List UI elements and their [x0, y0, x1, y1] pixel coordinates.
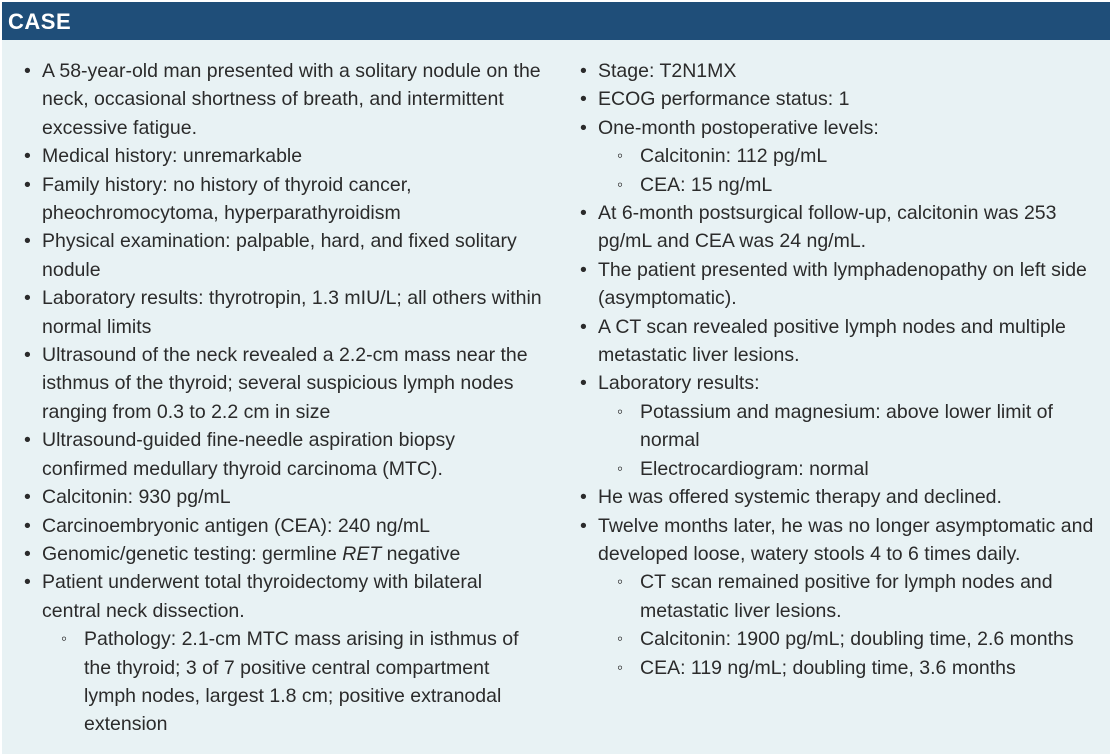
sub-item-ct-positive: ◦ CT scan remained positive for lymph nodes and metastatic liver lesions. — [598, 568, 1105, 625]
sub-item-postop-calcitonin: ◦ Calcitonin: 112 pg/mL — [598, 142, 1105, 170]
list-item-family-history: • Family history: no history of thyroid cancer, pheochromocytoma, hyperparathyroidism — [24, 171, 544, 228]
postop-sub-list — [598, 142, 1105, 199]
list-item-biopsy: • Ultrasound-guided fine-needle aspiration biopsy confirmed medullary thyroid carcinoma (MTC). — [24, 426, 544, 483]
list-item-surgery — [24, 568, 544, 738]
sub-item-potassium: ◦ Potassium and magnesium: above lower limit of normal — [598, 398, 1105, 455]
list-item-lab-results: • Laboratory results: thyrotropin, 1.3 mIU/L; all others within normal limits — [24, 284, 544, 341]
sub-item-calcitonin-1900: ◦ Calcitonin: 1900 pg/mL; doubling time, 2.6 months — [598, 625, 1105, 653]
list-item-medical-history: • Medical history: unremarkable — [24, 142, 544, 170]
list-item-cea: • Carcinoembryonic antigen (CEA): 240 ng/mL — [24, 512, 544, 540]
surgery-sub-list — [42, 625, 544, 739]
sub-item-cea-119: ◦ CEA: 119 ng/mL; doubling time, 3.6 months — [598, 654, 1105, 682]
list-item-followup: • At 6-month postsurgical follow-up, calcitonin was 253 pg/mL and CEA was 24 ng/mL. — [580, 199, 1105, 256]
list-item-lymphadenopathy: • The patient presented with lymphadenopathy on left side (asymptomatic). — [580, 256, 1105, 313]
list-item-stage: • Stage: T2N1MX — [580, 57, 1105, 85]
list-item-genomic-testing — [24, 540, 544, 568]
left-column — [24, 57, 544, 739]
list-item-calcitonin: • Calcitonin: 930 pg/mL — [24, 483, 544, 511]
surgery-text: Patient underwent total thyroidectomy with bilateral central neck dissection. — [42, 571, 483, 622]
list-item-postop — [580, 114, 1105, 199]
list-item-lab-results-2 — [580, 369, 1105, 483]
sub-item-ecg: ◦ Electrocardiogram: normal — [598, 455, 1105, 483]
genomic-prefix: Genomic/genetic testing: germline — [42, 542, 343, 565]
list-item-ultrasound: • Ultrasound of the neck revealed a 2.2-cm mass near the isthmus of the thyroid; several suspicious lymph nodes ranging from 0.3 to 2.2 cm in size — [24, 341, 544, 426]
list-item-presentation: • A 58-year-old man presented with a solitary nodule on the neck, occasional shortness of breath, and intermittent excessive fatigue. — [24, 57, 544, 142]
postop-text: One-month postoperative levels: — [598, 116, 879, 139]
list-item-therapy-declined: • He was offered systemic therapy and declined. — [580, 483, 1105, 511]
twelve-sub-list — [598, 568, 1105, 682]
list-item-physical-exam: • Physical examination: palpable, hard, and fixed solitary nodule — [24, 227, 544, 284]
twelve-text: Twelve months later, he was no longer asymptomatic and developed loose, watery stools 4 to 6 times daily. — [598, 514, 1094, 565]
labs-sub-list — [598, 398, 1105, 483]
case-header: CASE — [2, 2, 1110, 40]
list-item-ct-scan: • A CT scan revealed positive lymph nodes and multiple metastatic liver lesions. — [580, 313, 1105, 370]
genomic-gene: RET — [342, 542, 382, 565]
case-panel — [2, 2, 1110, 754]
sub-item-pathology: ◦ Pathology: 2.1-cm MTC mass arising in isthmus of the thyroid; 3 of 7 positive central compartment lymph nodes, largest 1.8 cm; positive extranodal extension — [42, 625, 544, 739]
right-column — [580, 57, 1105, 682]
sub-item-postop-cea: ◦ CEA: 15 ng/mL — [598, 171, 1105, 199]
labs-text: Laboratory results: — [598, 372, 760, 395]
list-item-ecog: • ECOG performance status: 1 — [580, 85, 1105, 113]
list-item-twelve-months — [580, 512, 1105, 682]
right-bullet-list — [580, 57, 1105, 682]
left-bullet-list — [24, 57, 544, 739]
genomic-suffix: negative — [381, 542, 461, 565]
